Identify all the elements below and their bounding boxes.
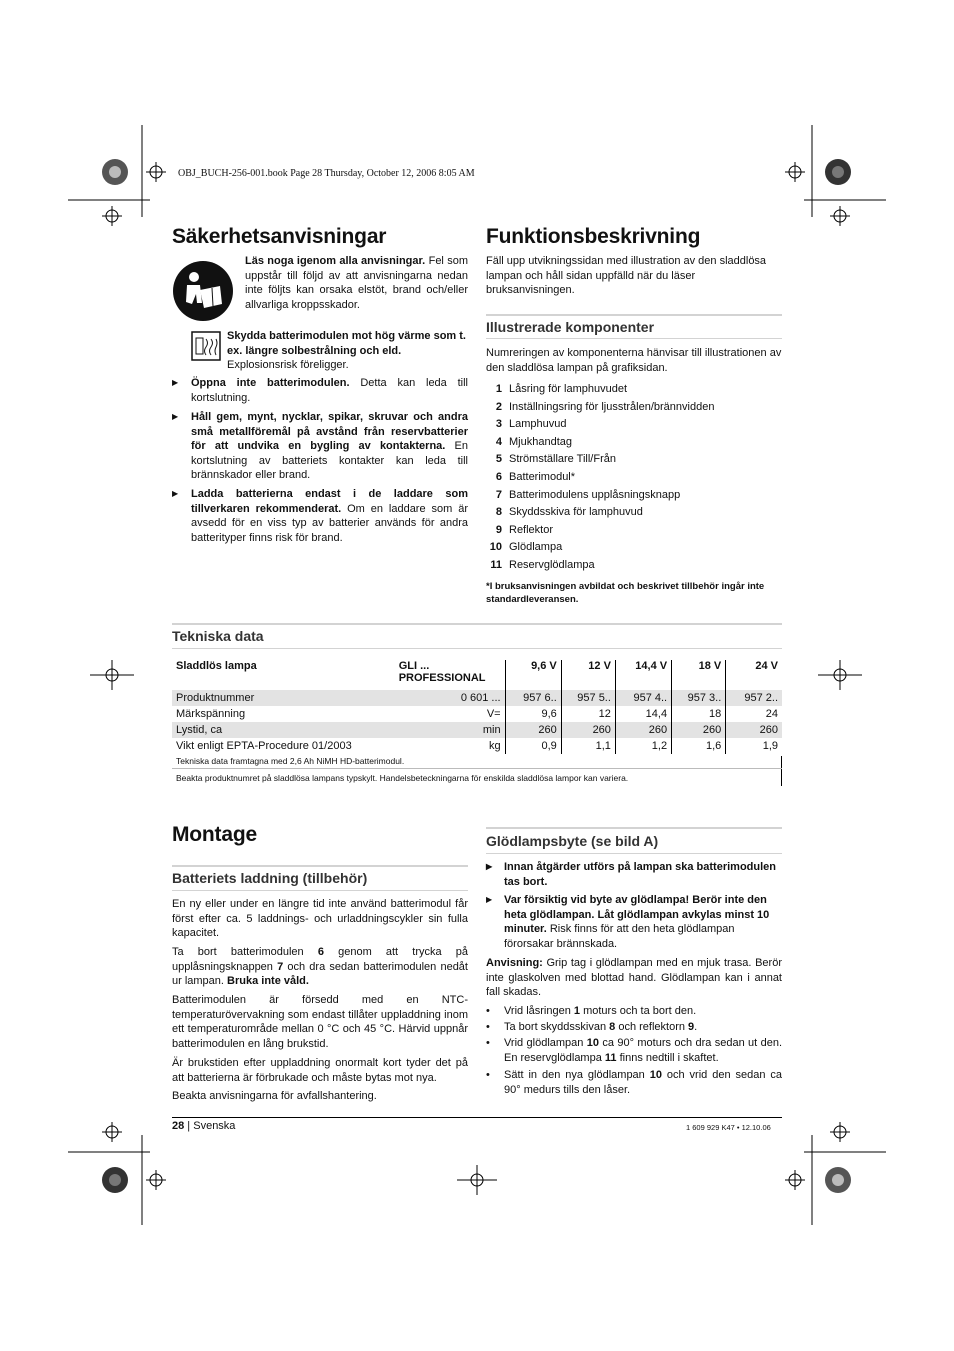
table-header: 24 V [726,660,782,690]
charge-title: Batteriets laddning (tillbehör) [172,870,368,886]
component-item: 10 Glödlampa [489,541,563,554]
components-footnote: *I bruksanvisningen avbildat och beskrivet tillbehör ingår inte standardleveransen. [486,581,765,605]
component-item: 2 Inställningsring för ljusstrålen/brännvidden [495,400,715,413]
divider [172,865,468,867]
component-item: 3 Lamphuvud [495,418,567,431]
montage-p4: Är brukstiden efter uppladdning onormalt kort tyder det på att batterierna är förbrukade och måste bytas mot nya. [172,1057,468,1084]
heat-warning: Skydda batterimodulen mot hög värme som t. ex. längre solbestrålning och eld. Explosionsrisk föreligger. [227,330,466,371]
arrow-icon: ▶ [172,412,179,421]
table-row: Produktnummer 0 601 ... 957 6.. 957 5.. 957 4.. 957 3.. 957 2.. [172,690,782,706]
file-header: OBJ_BUCH-256-001.book Page 28 Thursday, October 12, 2006 8:05 AM [178,168,475,179]
components-intro: Numreringen av komponenterna hänvisar till illustrationen av den sladdlösa lampan på grafiksidan. [486,347,782,374]
function-intro: Fäll upp utvikningssidan med illustration av den sladdlösa lampan och håll sidan uppfälld när du läser bruksanvisningen. [486,255,767,296]
montage-p3: Batterimodulen är försedd med en NTC-temperaturövervakning som endast tillåter uppladdning inom ett temperaturområde mellan 0 °C och 45 °C. Härvid uppnår batterimodulen en lång brukstid. [172,994,468,1050]
table-header: GLI ... PROFESSIONAL [398,660,486,684]
safety-title: Säkerhetsanvisningar [172,225,387,248]
safety-item-1: ▶ Öppna inte batterimodulen. Detta kan leda till kortslutning. [172,377,468,404]
components-list [486,381,714,575]
divider [486,338,782,339]
montage-title: Montage [172,823,257,846]
table-header: Sladdlös lampa [176,660,257,672]
table-header: 18 V [672,660,726,690]
safety-item-2: ▶ Håll gem, mynt, nycklar, spikar, skruvar och andra små metallföremål på avstånd från reservbatterier för att undvika en bygling av kontakterna. En kortslutning av batteriets kontakter kan leda till brännskador eller brand. [172,411,468,481]
table-row: Märkspänning V= 9,6 12 14,4 18 24 [172,706,782,722]
divider [486,314,782,316]
arrow-icon: ▶ [172,378,179,387]
bulb-title: Glödlampsbyte (se bild A) [486,833,659,849]
montage-p2: Ta bort batterimodulen 6 genom att trycka på upplåsningsknappen 7 och dra sedan batterimodulen nedåt ur lampan. Bruka inte våld. [172,946,468,987]
montage-p5: Beakta anvisningarna för avfallshantering. [172,1090,377,1102]
component-item: 7 Batterimodulens upplåsningsknapp [495,488,681,501]
divider [781,756,782,786]
components-title: Illustrerade komponenter [486,319,655,335]
bulb-step-1: • Vrid låsringen 1 moturs och ta bort den. [486,1005,697,1017]
table-row: Lystid, ca min 260 260 260 260 260 [172,722,782,738]
tech-note-2: Beakta produktnumret på sladdlösa lampans typskylt. Handelsbeteckningarna för enskilda sladdlösa lampor kan variera. [176,773,629,783]
component-item: 11 Reservglödlampa [490,558,595,571]
tech-note-1: Tekniska data framtagna med 2,6 Ah NiMH HD-batterimodul. [176,756,405,766]
component-item: 8 Skyddsskiva för lamphuvud [495,506,643,519]
tech-title: Tekniska data [172,628,264,644]
component-item: 6 Batterimodul* [495,470,576,483]
table-row: Vikt enligt EPTA-Procedure 01/2003 kg 0,9 1,1 1,2 1,6 1,9 [172,738,782,754]
component-item: 5 Strömställare Till/Från [495,453,616,466]
component-item: 1 Låsring för lamphuvudet [495,383,628,395]
divider [486,853,782,854]
divider [172,890,468,891]
footer-page: 28 | Svenska [172,1120,236,1132]
read-manual-icon [172,260,234,322]
divider [486,827,782,829]
bulb-warning-1: ▶ Innan åtgärder utförs på lampan ska batterimodulen tas bort. [486,861,776,888]
component-item: 4 Mjukhandtag [495,435,572,448]
bulb-warning-2: ▶ Var försiktig vid byte av glödlampa! Berör inte den heta glödlampan. Låt glödlampan avkylas minst 10 minuter. Risk finns för att den heta glödlampan förorsakar brännskada. [486,894,770,950]
arrow-icon: ▶ [486,895,493,904]
table-header: 12 V [561,660,615,690]
heat-warning-icon [191,331,221,361]
bulb-step-2: • Ta bort skyddsskivan 8 och reflektorn 9. [486,1021,698,1033]
bulb-step-3: • Vrid glödlampan 10 ca 90° moturs och dra sedan ut den. En reservglödlampa 11 finns nedtill i skaftet. [486,1037,782,1064]
bulb-step-4: • Sätt in den nya glödlampan 10 och vrid den sedan ca 90° medurs tills den låser. [486,1069,782,1096]
divider [172,768,782,769]
safety-item-3: ▶ Ladda batterierna endast i de laddare som tillverkaren rekommenderat. Om en laddare som är avsedd för en viss typ av batterier används för andra batterityper finns risk för brand. [172,488,468,544]
tech-table [172,660,782,754]
arrow-icon: ▶ [172,489,179,498]
component-item: 9 Reflektor [495,523,554,536]
table-header: 14,4 V [615,660,671,690]
table-header: 9,6 V [505,660,561,690]
read-instructions: Läs noga igenom alla anvisningar. Fel som uppstår till följd av att anvisningarna nedan inte följts kan orsaka elstöt, brand och/eller allvarliga kroppsskador. [245,255,468,311]
montage-p1: En ny eller under en längre tid inte använd batterimodul får först efter ca. 5 laddnings- och urladdningscykler sin fulla kapacitet. [172,898,468,939]
footer-code: 1 609 929 K47 • 12.10.06 [686,1123,771,1132]
divider [172,623,782,625]
function-title: Funktionsbeskrivning [486,225,701,248]
arrow-icon: ▶ [486,862,493,871]
footer-rule [172,1117,782,1118]
bulb-note: Anvisning: Grip tag i glödlampan med en mjuk trasa. Berör inte glaskolven med blottad hand. Glödlampan kan i annat fall skadas. [486,957,782,998]
divider [172,648,782,649]
